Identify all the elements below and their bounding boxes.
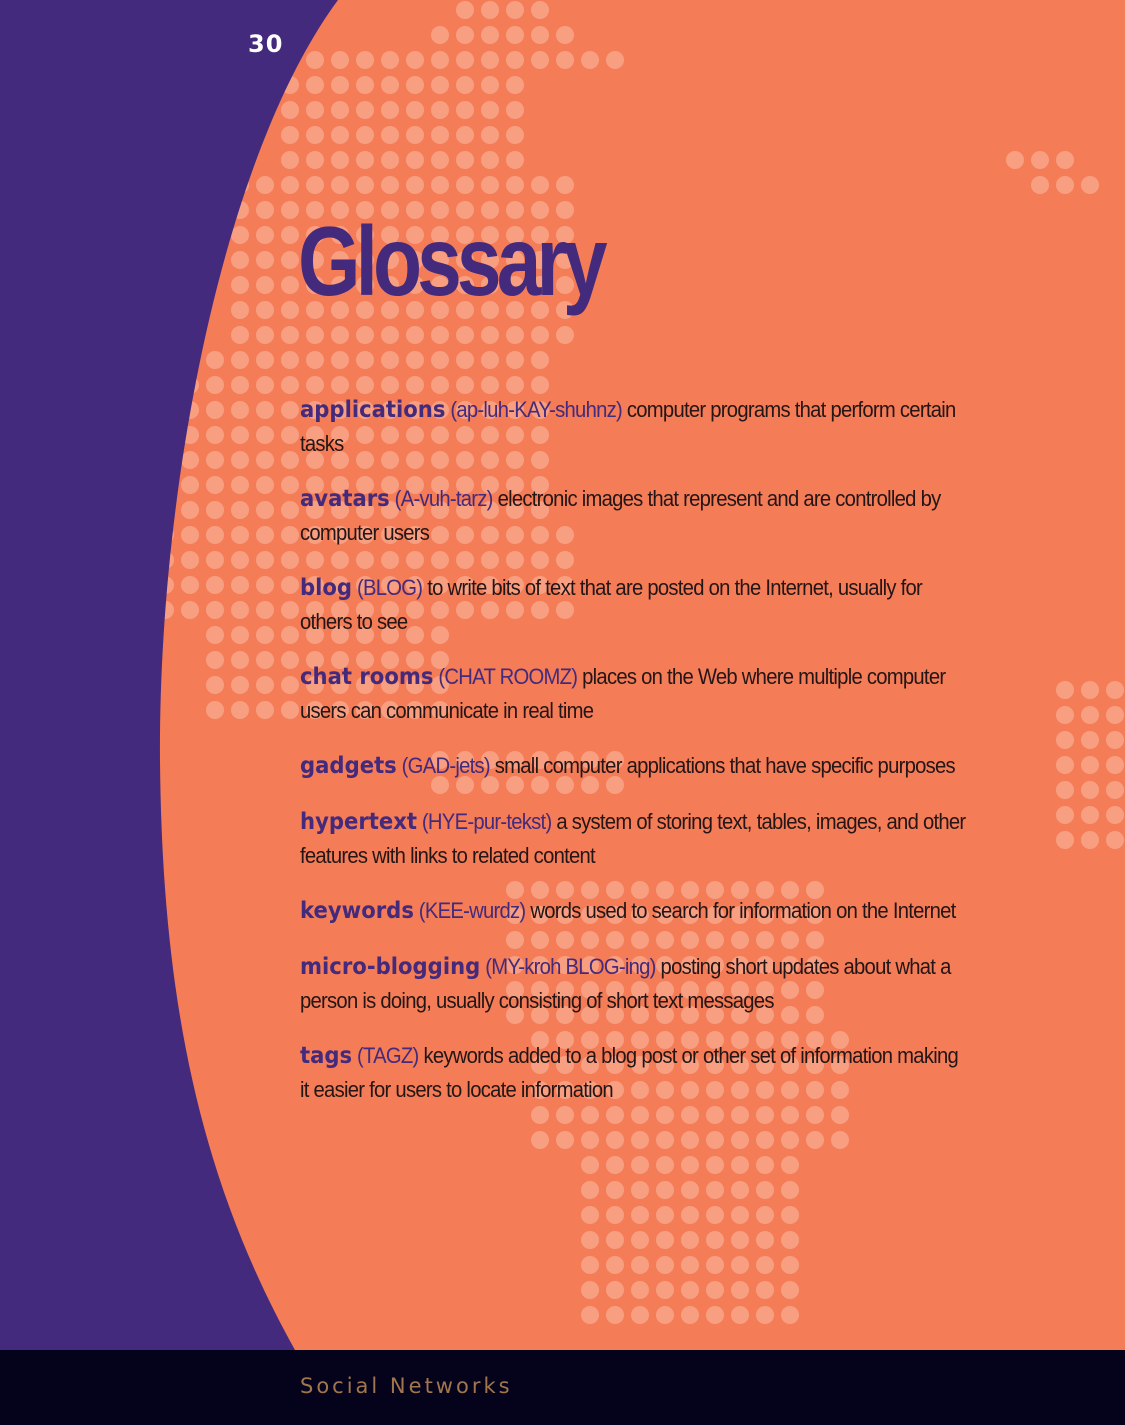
glossary-term: gadgets bbox=[300, 753, 397, 779]
glossary-definition: small computer applications that have specific purposes bbox=[494, 753, 955, 778]
glossary-definition: a system of storing text, tables, images, and other features with links to related content bbox=[300, 809, 966, 868]
glossary-term: blog bbox=[300, 575, 353, 601]
glossary-entry bbox=[300, 393, 970, 460]
glossary-term: micro-blogging bbox=[300, 954, 481, 980]
glossary-pronunciation: (HYE-pur-tekst) bbox=[421, 809, 552, 834]
glossary-definition: electronic images that represent and are controlled by computer users bbox=[300, 486, 941, 545]
glossary-pronunciation: (MY-kroh BLOG-ing) bbox=[485, 954, 656, 979]
glossary-term: keywords bbox=[300, 898, 414, 924]
glossary-pronunciation: (BLOG) bbox=[356, 575, 423, 600]
glossary-term: avatars bbox=[300, 486, 390, 512]
glossary-entry bbox=[300, 950, 970, 1017]
glossary-entry bbox=[300, 1039, 970, 1106]
glossary-term: applications bbox=[300, 397, 446, 423]
glossary-list bbox=[300, 371, 970, 1125]
glossary-entry bbox=[300, 749, 970, 783]
glossary-pronunciation: (ap-luh-KAY-shuhnz) bbox=[450, 397, 623, 422]
glossary-entry bbox=[300, 482, 970, 549]
footer-bar bbox=[0, 1350, 1125, 1425]
glossary-definition: keywords added to a blog post or other set of information making it easier for users to locate information bbox=[300, 1043, 959, 1102]
glossary-pronunciation: (A-vuh-tarz) bbox=[394, 486, 493, 511]
glossary-definition: words used to search for information on the Internet bbox=[530, 898, 956, 923]
glossary-entry bbox=[300, 660, 970, 727]
glossary-term: tags bbox=[300, 1043, 353, 1069]
glossary-pronunciation: (TAGZ) bbox=[357, 1043, 419, 1068]
glossary-term: hypertext bbox=[300, 809, 418, 835]
glossary-entry bbox=[300, 894, 970, 928]
glossary-pronunciation: (KEE-wurdz) bbox=[418, 898, 526, 923]
glossary-pronunciation: (CHAT ROOMZ) bbox=[438, 664, 578, 689]
glossary-pronunciation: (GAD-jets) bbox=[401, 753, 490, 778]
glossary-definition: to write bits of text that are posted on the Internet, usually for others to see bbox=[300, 575, 923, 634]
footer-book-title: Social Networks bbox=[300, 1374, 513, 1398]
page-title: Glossary bbox=[298, 206, 603, 316]
glossary-term: chat rooms bbox=[300, 664, 434, 690]
page-number: 30 bbox=[248, 30, 284, 58]
glossary-entry bbox=[300, 805, 970, 872]
glossary-definition: computer programs that perform certain tasks bbox=[300, 397, 956, 456]
glossary-entry bbox=[300, 571, 970, 638]
glossary-definition: posting short updates about what a person is doing, usually consisting of short text messages bbox=[300, 954, 951, 1013]
glossary-definition: places on the Web where multiple computer users can communicate in real time bbox=[300, 664, 946, 723]
